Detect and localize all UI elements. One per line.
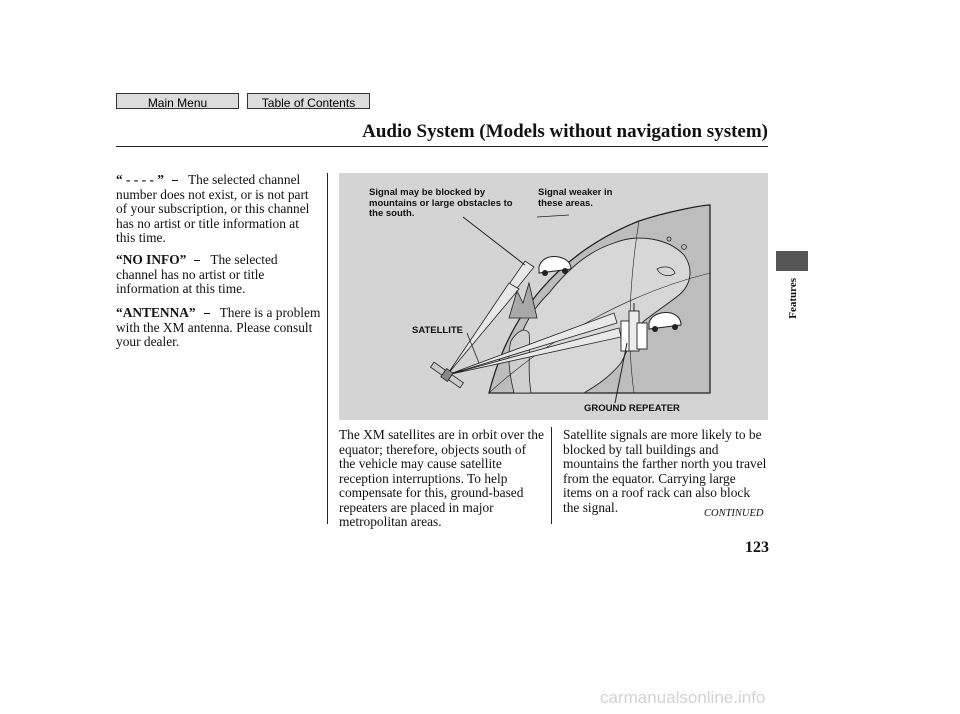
table-of-contents-button[interactable]: Table of Contents — [247, 93, 370, 109]
column-divider — [551, 427, 552, 524]
display-message-entry — [116, 253, 321, 297]
entry-term: “ - - - - ” — [116, 172, 164, 187]
dash — [204, 313, 210, 314]
entry-term: “ANTENNA” — [116, 305, 196, 320]
ground-repeater-label: GROUND REPEATER — [584, 403, 680, 414]
column-divider — [327, 173, 328, 524]
blocked-signal-label: Signal may be blocked by mountains or large obstacles to the south. — [369, 187, 513, 219]
continued-label: CONTINUED — [704, 508, 764, 519]
section-tab — [776, 251, 808, 271]
title-rule — [116, 146, 768, 147]
page-title: Audio System (Models without navigation system) — [362, 121, 768, 142]
main-menu-button[interactable]: Main Menu — [116, 93, 239, 109]
dash — [194, 260, 200, 261]
page-number: 123 — [745, 539, 769, 556]
dash — [172, 180, 178, 181]
satellite-coverage-illustration — [339, 173, 768, 420]
entry-text: The selected channel number does not exist, or is not part of your subscription, or this channel has no artist or title information at this time. — [116, 172, 310, 245]
entry-text: There is a problem with the XM antenna. Please consult your dealer. — [116, 305, 321, 349]
satellite-label: SATELLITE — [412, 325, 464, 336]
weaker-signal-label: Signal weaker in these areas. — [538, 187, 613, 209]
entry-term: “NO INFO” — [116, 252, 187, 267]
entry-text: The selected channel has no artist or title information at this time. — [116, 252, 278, 296]
body-paragraph: The XM satellites are in orbit over the equator; therefore, objects south of the vehicle may cause satellite reception interruptions. To help compensate for this, ground-based repeaters are placed in major metropolitan areas. — [339, 427, 544, 529]
watermark: carmanualsonline.info — [600, 688, 766, 707]
section-label: Features — [787, 278, 799, 319]
display-message-entry — [116, 173, 321, 246]
body-paragraph: Satellite signals are more likely to be blocked by tall buildings and mountains the farther north you travel from the equator. Carrying large items on a roof rack can also block the signal. — [563, 427, 767, 515]
display-message-entry — [116, 306, 321, 350]
